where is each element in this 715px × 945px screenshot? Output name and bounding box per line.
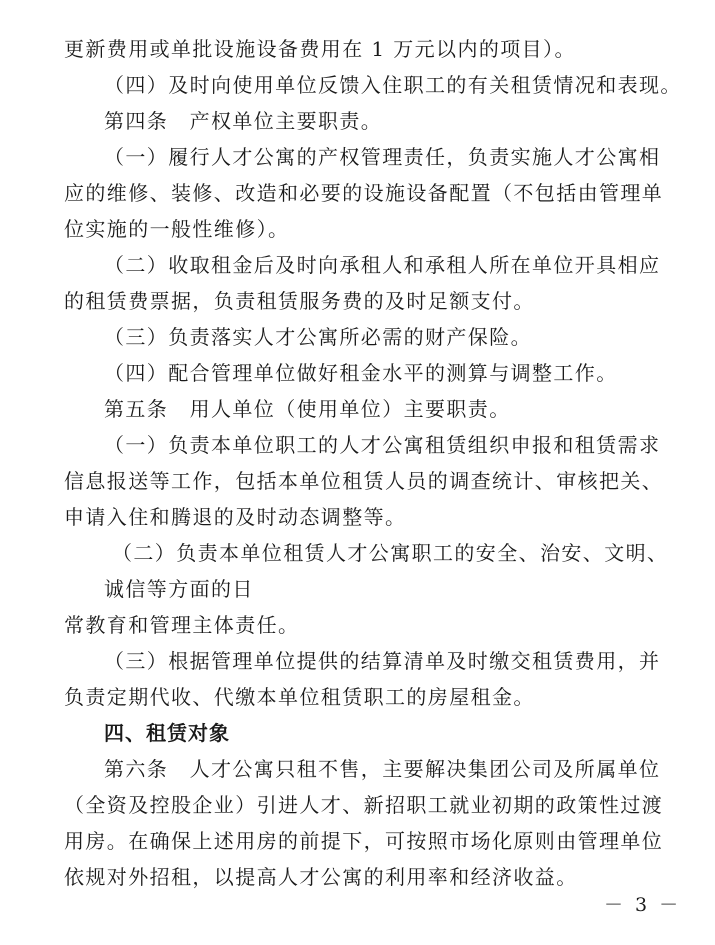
text-line: 位实施的一般性维修）。 <box>64 217 290 241</box>
text-line: （三）负责落实人才公寓所必需的财产保险。 <box>104 325 532 349</box>
text-line: （三）根据管理单位提供的结算清单及时缴交租赁费用，并 <box>104 649 661 673</box>
page-number: － 3 － <box>604 894 682 916</box>
text-line: 的租赁费票据，负责租赁服务费的及时足额支付。 <box>64 289 535 313</box>
text-line: （一）履行人才公寓的产权管理责任，负责实施人才公寓相 <box>104 145 661 169</box>
section-heading-4: 四、租赁对象 <box>104 721 230 745</box>
text-line: （一）负责本单位职工的人才公寓租赁组织申报和租赁需求 <box>104 433 661 457</box>
text-line: 申请入住和腾退的及时动态调整等。 <box>64 505 407 529</box>
text-line: 信息报送等工作，包括本单位租赁人员的调查统计、审核把关、 <box>64 469 664 493</box>
text-line: 更新费用或单批设施设备费用在 1 万元以内的项目）。 <box>64 37 576 61</box>
section-article-6: 第六条 人才公寓只租不售，主要解决集团公司及所属单位 <box>104 757 661 781</box>
text-line: 常教育和管理主体责任。 <box>64 613 300 637</box>
text-line: （全资及控股企业）引进人才、新招职工就业初期的政策性过渡 <box>64 793 664 817</box>
text-line: 依规对外招租，以提高人才公寓的利用率和经济收益。 <box>64 865 578 889</box>
text-line: 诚信等方面的日 <box>104 577 254 601</box>
text-line: 应的维修、装修、改造和必要的设施设备配置（不包括由管理单 <box>64 181 664 205</box>
text-line: （二）负责本单位租赁人才公寓职工的安全、治安、文明、 <box>112 541 669 565</box>
text-line: （四）配合管理单位做好租金水平的测算与调整工作。 <box>104 361 618 385</box>
text-line: （二）收取租金后及时向承租人和承租人所在单位开具相应 <box>104 253 661 277</box>
text-line: （四）及时向使用单位反馈入住职工的有关租赁情况和表现。 <box>104 73 682 97</box>
section-article-4: 第四条 产权单位主要职责。 <box>104 109 383 133</box>
section-article-5: 第五条 用人单位（使用单位）主要职责。 <box>104 397 511 421</box>
text-line: 用房。在确保上述用房的前提下，可按照市场化原则由管理单位 <box>64 829 664 853</box>
text-line: 负责定期代收、代缴本单位租赁职工的房屋租金。 <box>64 685 535 709</box>
